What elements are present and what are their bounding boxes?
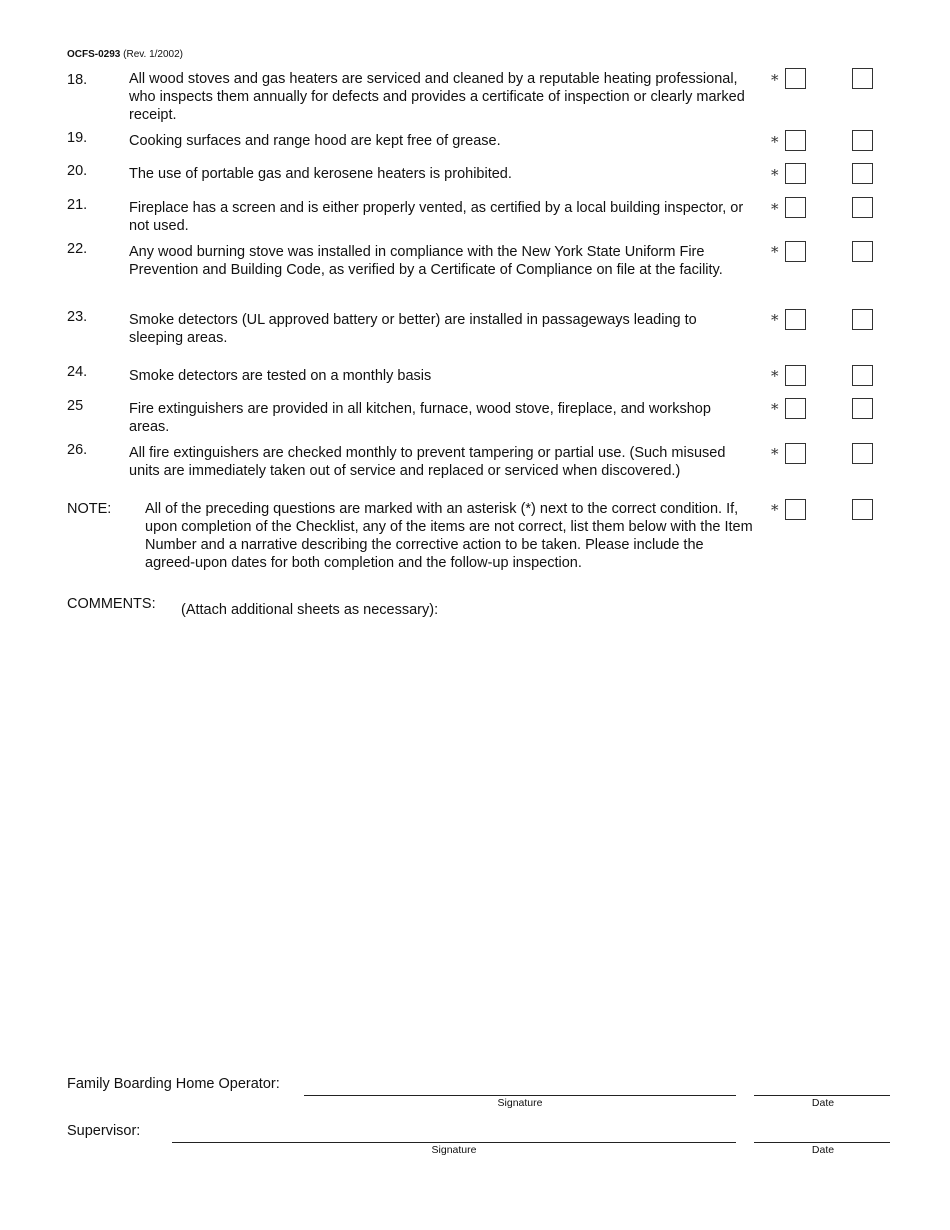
operator-label: Family Boarding Home Operator: [67, 1076, 280, 1092]
item-text: Smoke detectors are tested on a monthly basis [129, 368, 432, 384]
checkbox-not-correct[interactable] [852, 68, 873, 89]
checkbox-correct[interactable] [785, 365, 806, 386]
operator-signature-line[interactable] [304, 1095, 736, 1096]
item-number: 25 [67, 398, 84, 414]
asterisk-icon: * [771, 71, 779, 89]
checkbox-correct[interactable] [785, 163, 806, 184]
item-number: 26. [67, 442, 88, 458]
item-text: All wood stoves and gas heaters are serviced and cleaned by a reputable heating professional, who inspects them annually for defects and provides a certificate of inspection or clearly marked receipt. [129, 71, 745, 123]
checkbox-correct[interactable] [785, 443, 806, 464]
checkbox-correct[interactable] [785, 197, 806, 218]
checkbox-correct[interactable] [785, 398, 806, 419]
asterisk-icon: * [771, 501, 779, 519]
supervisor-date-line[interactable] [754, 1142, 890, 1143]
checkbox-not-correct[interactable] [852, 398, 873, 419]
item-text: Cooking surfaces and range hood are kept free of grease. [129, 133, 501, 149]
asterisk-icon: * [771, 367, 779, 385]
asterisk-icon: * [771, 166, 779, 184]
asterisk-icon: * [771, 200, 779, 218]
checkbox-not-correct[interactable] [852, 241, 873, 262]
checkbox-correct[interactable] [785, 130, 806, 151]
checkbox-correct[interactable] [785, 68, 806, 89]
note-label: NOTE: [67, 501, 112, 517]
checkbox-not-correct[interactable] [852, 309, 873, 330]
item-number: 18. [67, 72, 88, 88]
form-code: OCFS-0293 [67, 49, 121, 60]
item-number: 19. [67, 130, 88, 146]
comments-label: COMMENTS: [67, 596, 156, 612]
asterisk-icon: * [771, 445, 779, 463]
comments-area[interactable] [67, 630, 887, 1050]
supervisor-signature-line[interactable] [172, 1142, 736, 1143]
supervisor-label: Supervisor: [67, 1123, 141, 1139]
item-text: Any wood burning stove was installed in compliance with the New York State Uniform Fire Prevention and Building Code, as verified by a Certificate of Compliance on file at the facility. [129, 244, 723, 278]
checkbox-not-correct[interactable] [852, 499, 873, 520]
item-text: All fire extinguishers are checked monthly to prevent tampering or partial use. (Such misused units are immediately taken out of service and replaced or serviced when discovered.) [129, 445, 726, 479]
checkbox-not-correct[interactable] [852, 130, 873, 151]
checkbox-not-correct[interactable] [852, 365, 873, 386]
note-text: All of the preceding questions are marked with an asterisk (*) next to the correct condition. If, upon completion of the Checklist, any of the items are not correct, list them below with the Item Number and a narrative describing the corrective action to be taken. Please include the agreed-upon dates for both completion and the follow-up inspection. [145, 501, 753, 571]
checkbox-not-correct[interactable] [852, 443, 873, 464]
comments-hint: (Attach additional sheets as necessary): [181, 602, 439, 618]
item-number: 20. [67, 163, 88, 179]
item-text: Fireplace has a screen and is either properly vented, as certified by a local building inspector, or not used. [129, 200, 744, 234]
item-number: 21. [67, 197, 88, 213]
form-id [67, 49, 183, 60]
checkbox-correct[interactable] [785, 309, 806, 330]
checkbox-not-correct[interactable] [852, 197, 873, 218]
signature-caption: Signature [497, 1097, 543, 1109]
item-text: Fire extinguishers are provided in all kitchen, furnace, wood stove, fireplace, and workshop areas. [129, 401, 711, 435]
asterisk-icon: * [771, 400, 779, 418]
signature-caption: Signature [431, 1144, 477, 1156]
asterisk-icon: * [771, 133, 779, 151]
item-text: Smoke detectors (UL approved battery or better) are installed in passageways leading to sleeping areas. [129, 312, 697, 346]
item-text: The use of portable gas and kerosene heaters is prohibited. [129, 166, 512, 182]
checkbox-correct[interactable] [785, 499, 806, 520]
item-number: 23. [67, 309, 88, 325]
operator-date-line[interactable] [754, 1095, 890, 1096]
form-revision: (Rev. 1/2002) [123, 49, 183, 60]
item-number: 24. [67, 364, 88, 380]
date-caption: Date [811, 1144, 835, 1156]
asterisk-icon: * [771, 243, 779, 261]
date-caption: Date [811, 1097, 835, 1109]
checkbox-not-correct[interactable] [852, 163, 873, 184]
item-number: 22. [67, 241, 88, 257]
checkbox-correct[interactable] [785, 241, 806, 262]
asterisk-icon: * [771, 311, 779, 329]
